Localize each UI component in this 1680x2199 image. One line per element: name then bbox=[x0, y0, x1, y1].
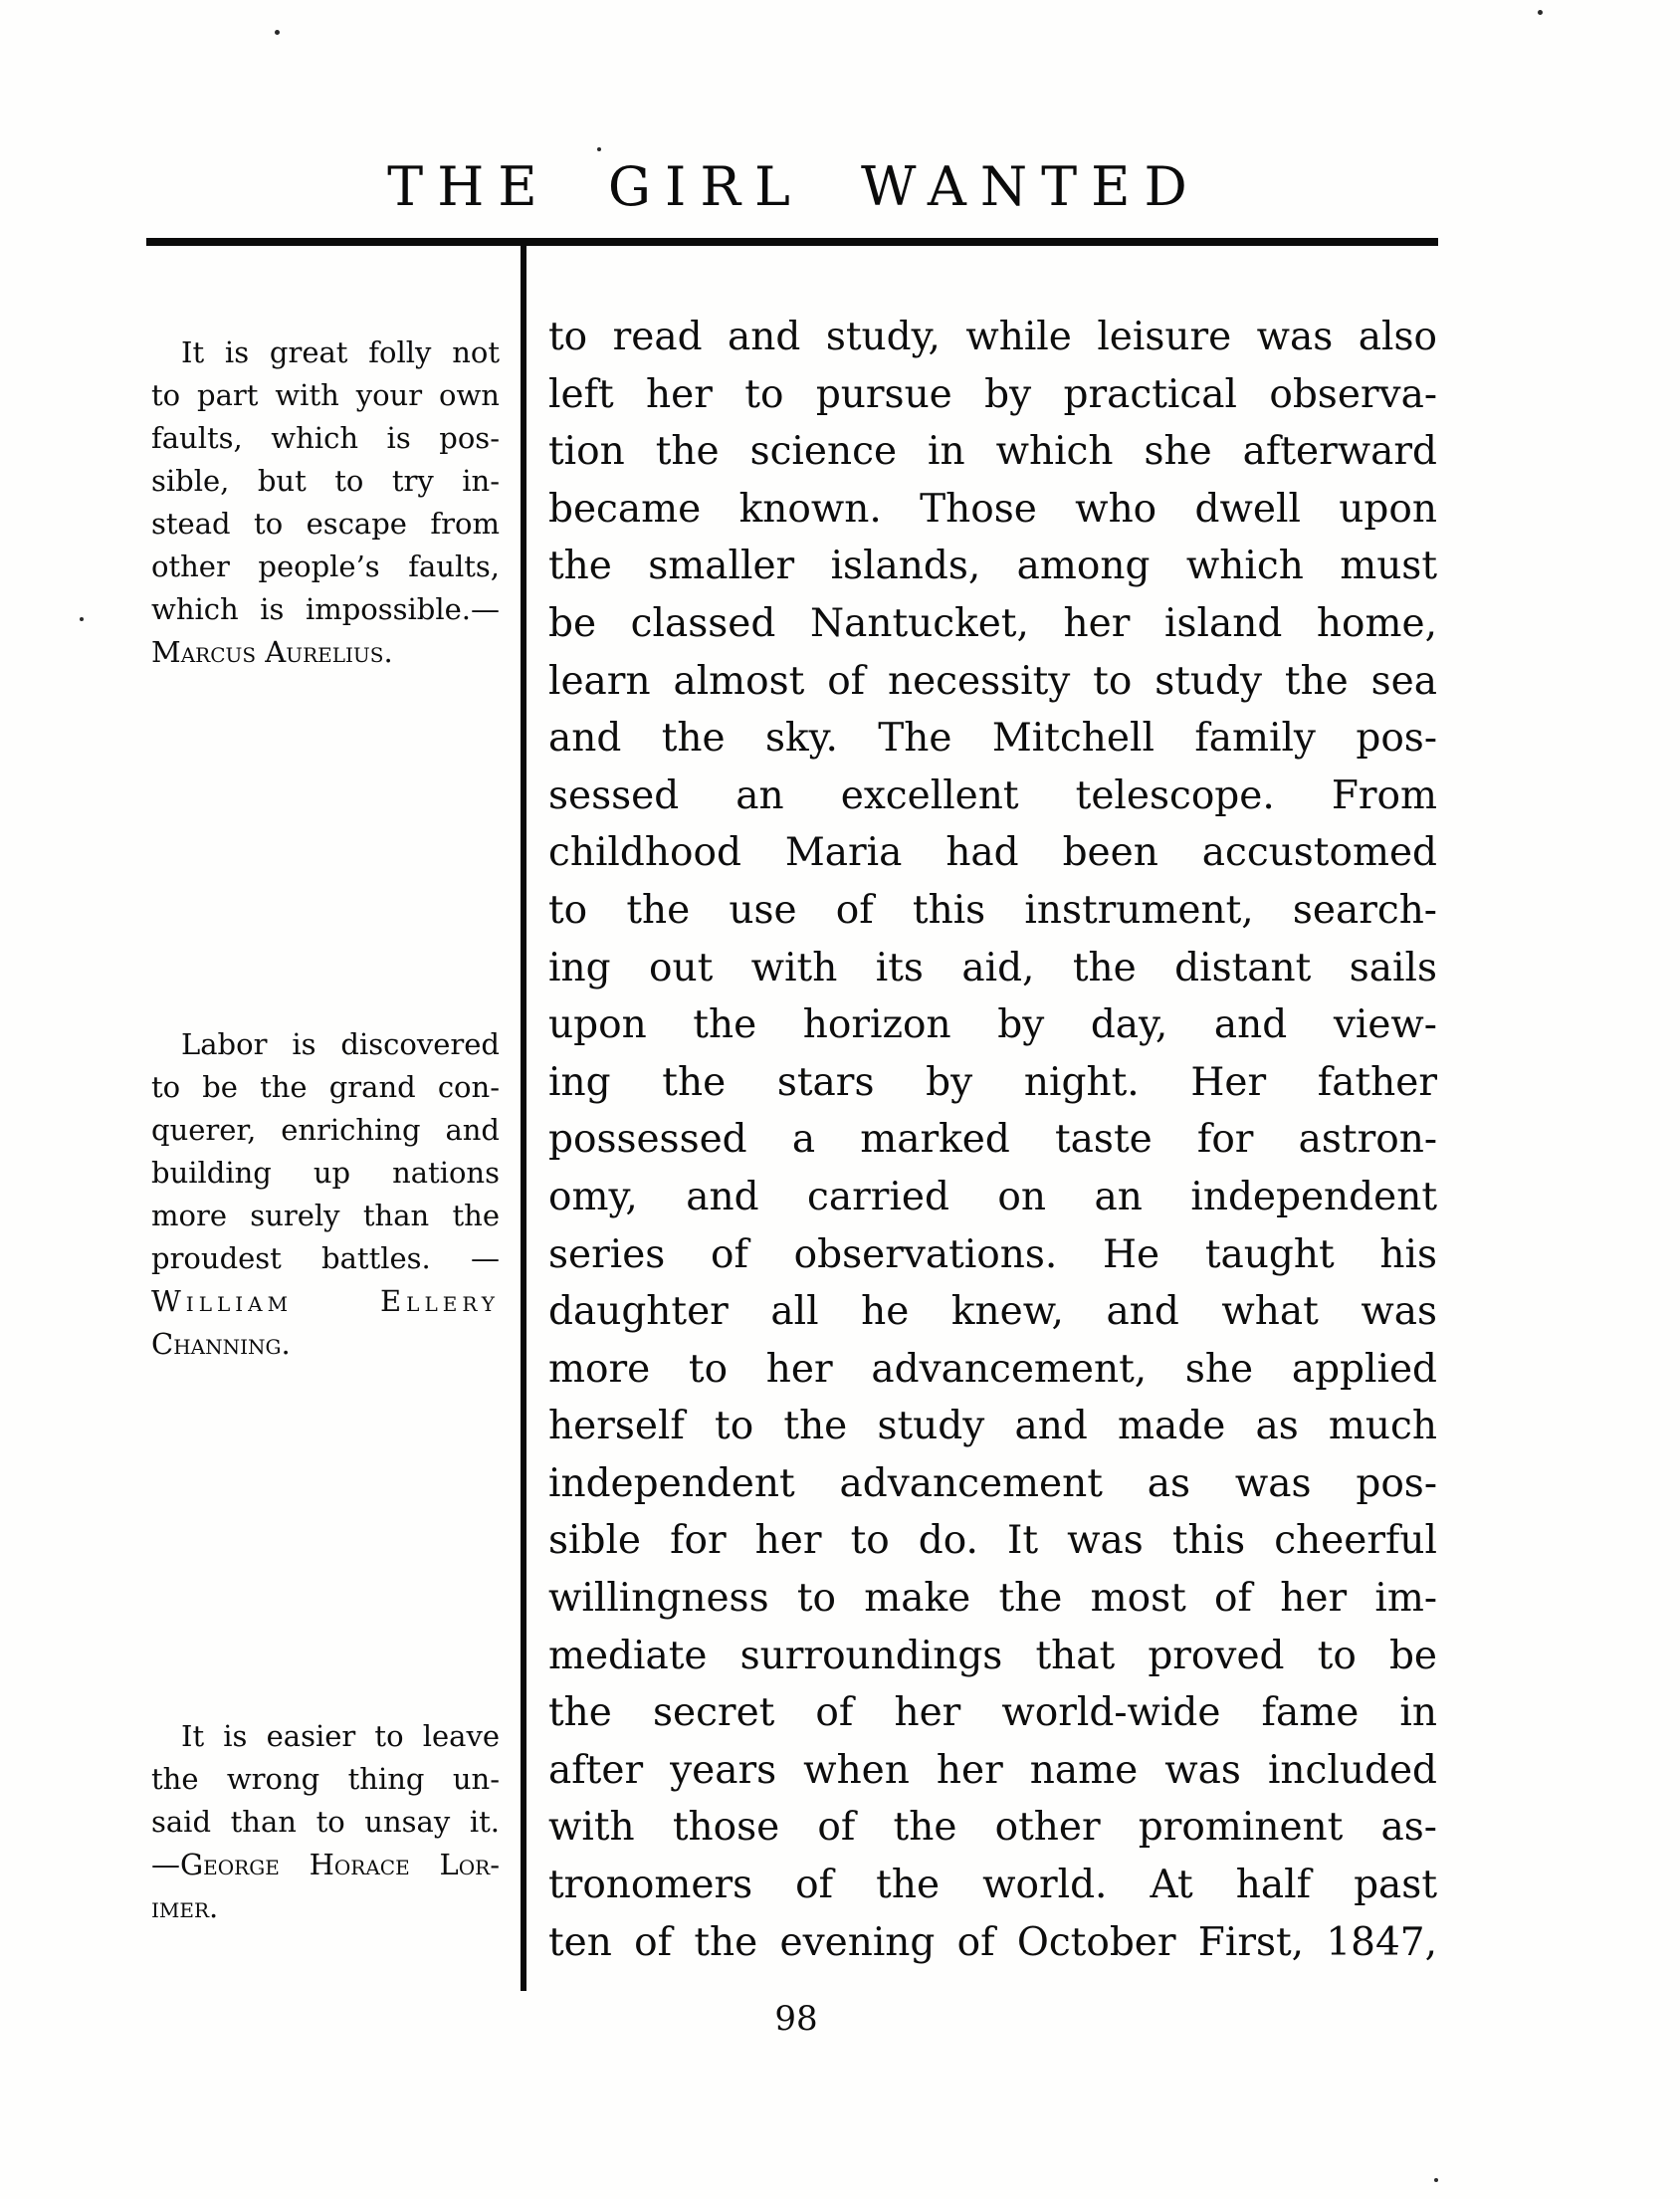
quote-attribution: Marcus Aurelius. bbox=[151, 635, 393, 669]
header-rule bbox=[146, 238, 1438, 246]
text-line: left her to pursue by practical observa- bbox=[548, 371, 1437, 417]
text-line: the secret of her world-wide fame in bbox=[548, 1690, 1437, 1736]
text-line: ten of the evening of October First, 1847, bbox=[548, 1919, 1437, 1965]
text-line: upon the horizon by day, and view- bbox=[548, 1002, 1437, 1048]
text-line: tronomers of the world. At half past bbox=[548, 1863, 1437, 1908]
text-line: be classed Nantucket, her island home, bbox=[548, 600, 1437, 646]
quote-line: sible, but to try in- bbox=[151, 464, 500, 498]
text-line: mediate surroundings that proved to be bbox=[548, 1633, 1437, 1678]
quote-line: more surely than the bbox=[151, 1199, 500, 1232]
text-line: willingness to make the most of her im- bbox=[548, 1576, 1437, 1622]
margin-quote-lorimer bbox=[151, 1715, 500, 1929]
quote-line: querer, enriching and bbox=[151, 1113, 500, 1147]
text-line: omy, and carried on an independent bbox=[548, 1174, 1437, 1219]
text-line: to the use of this instrument, search- bbox=[548, 887, 1437, 933]
margin-quote-aurelius bbox=[151, 331, 500, 674]
text-line: ing the stars by night. Her father bbox=[548, 1059, 1437, 1105]
scan-speck bbox=[80, 617, 84, 621]
quote-line: said than to unsay it. bbox=[151, 1805, 500, 1839]
text-line: and the sky. The Mitchell family pos- bbox=[548, 716, 1437, 762]
text-line: sible for her to do. It was this cheerful bbox=[548, 1518, 1437, 1564]
quote-attribution: William Ellery bbox=[151, 1284, 500, 1318]
quote-line: It is easier to leave bbox=[181, 1719, 500, 1753]
main-text-column bbox=[548, 309, 1437, 1971]
margin-quote-channing bbox=[151, 1023, 500, 1366]
quote-attribution: Channing. bbox=[151, 1327, 291, 1361]
quote-line: building up nations bbox=[151, 1156, 500, 1190]
quote-line: proudest battles. — bbox=[151, 1241, 500, 1275]
quote-line: which is impossible.— bbox=[151, 592, 500, 626]
text-line: became known. Those who dwell upon bbox=[548, 486, 1437, 532]
text-line: independent advancement as was pos- bbox=[548, 1460, 1437, 1506]
column-divider-rule bbox=[521, 242, 526, 1991]
text-line: after years when her name was included bbox=[548, 1747, 1437, 1793]
text-line: tion the science in which she afterward bbox=[548, 429, 1437, 475]
quote-line: It is great folly not bbox=[181, 335, 500, 369]
quote-attribution: imer. bbox=[151, 1890, 219, 1924]
scan-speck bbox=[1538, 10, 1543, 15]
scan-speck bbox=[597, 147, 601, 151]
scan-speck bbox=[275, 30, 280, 35]
quote-line: to part with your own bbox=[151, 378, 500, 412]
text-line: possessed a marked taste for astron- bbox=[548, 1117, 1437, 1163]
text-line: learn almost of necessity to study the sea bbox=[548, 658, 1437, 704]
text-line: series of observations. He taught his bbox=[548, 1231, 1437, 1277]
page-title: THE GIRL WANTED bbox=[387, 155, 1201, 218]
quote-line: the wrong thing un- bbox=[151, 1762, 500, 1796]
text-line: the smaller islands, among which must bbox=[548, 544, 1437, 589]
quote-line: stead to escape from bbox=[151, 507, 500, 541]
quote-line: faults, which is pos- bbox=[151, 421, 500, 455]
text-line: more to her advancement, she applied bbox=[548, 1346, 1437, 1392]
text-line: childhood Maria had been accustomed bbox=[548, 830, 1437, 876]
quote-attribution: —George Horace Lor- bbox=[151, 1848, 500, 1881]
quote-line: Labor is discovered bbox=[181, 1027, 500, 1061]
text-line: sessed an excellent telescope. From bbox=[548, 772, 1437, 818]
text-line: daughter all he knew, and what was bbox=[548, 1289, 1437, 1335]
text-line: with those of the other prominent as- bbox=[548, 1805, 1437, 1851]
scan-speck bbox=[1434, 2178, 1438, 2182]
text-line: ing out with its aid, the distant sails bbox=[548, 945, 1437, 990]
quote-line: to be the grand con- bbox=[151, 1070, 500, 1104]
text-line: to read and study, while leisure was also bbox=[548, 315, 1437, 359]
quote-line: other people’s faults, bbox=[151, 550, 500, 583]
text-line: herself to the study and made as much bbox=[548, 1404, 1437, 1449]
page-number: 98 bbox=[774, 1999, 818, 2039]
